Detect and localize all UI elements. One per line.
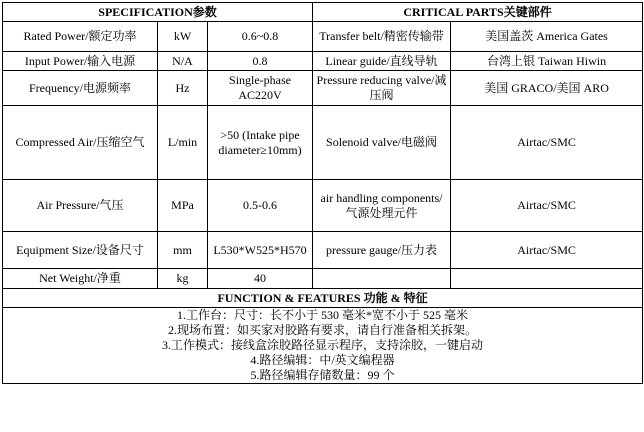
unit-cell: kg xyxy=(158,269,208,289)
feature-line: 3.工作模式：接线盒涂胶路径显示程序，支持涂胶，一键启动 xyxy=(162,338,484,352)
features-cell xyxy=(3,308,643,384)
value-cell: >50 (Intake pipe diameter≥10mm) xyxy=(208,106,313,180)
part-cell: Solenoid valve/电磁阀 xyxy=(313,106,451,180)
part-cell: Pressure reducing valve/减压阀 xyxy=(313,71,451,106)
feature-line: 2.现场布置：如买家对胶路有要求，请自行准备相关拆架。 xyxy=(168,323,478,337)
feature-line: 5.路径编辑存储数量：99 个 xyxy=(250,368,395,382)
function-header-row xyxy=(3,289,643,308)
part-cell: Linear guide/直线导轨 xyxy=(313,52,451,71)
unit-cell: L/min xyxy=(158,106,208,180)
brand-cell: 美国 GRACO/美国 ARO xyxy=(451,71,643,106)
table-row xyxy=(3,106,643,180)
table-row xyxy=(3,22,643,52)
part-cell: pressure gauge/压力表 xyxy=(313,232,451,269)
unit-cell: N/A xyxy=(158,52,208,71)
param-cell: Net Weight/净重 xyxy=(3,269,158,289)
value-cell: 0.6~0.8 xyxy=(208,22,313,52)
param-cell: Input Power/输入电源 xyxy=(3,52,158,71)
brand-cell: Airtac/SMC xyxy=(451,180,643,232)
value-cell: 0.5-0.6 xyxy=(208,180,313,232)
specification-header: SPECIFICATION参数 xyxy=(3,3,313,22)
param-cell: Air Pressure/气压 xyxy=(3,180,158,232)
part-cell: Transfer belt/精密传输带 xyxy=(313,22,451,52)
brand-cell: Airtac/SMC xyxy=(451,106,643,180)
part-cell: air handling components/气源处理元件 xyxy=(313,180,451,232)
specification-table xyxy=(2,2,643,384)
table-row xyxy=(3,71,643,106)
value-cell: Single-phase AC220V xyxy=(208,71,313,106)
brand-cell: 台湾上银 Taiwan Hiwin xyxy=(451,52,643,71)
param-cell: Rated Power/额定功率 xyxy=(3,22,158,52)
feature-line: 4.路径编辑：中/英文编程器 xyxy=(250,353,395,367)
unit-cell: mm xyxy=(158,232,208,269)
param-cell: Equipment Size/设备尺寸 xyxy=(3,232,158,269)
value-cell: 0.8 xyxy=(208,52,313,71)
function-features-header: FUNCTION & FEATURES 功能 & 特征 xyxy=(3,289,643,308)
table-row xyxy=(3,52,643,71)
brand-cell xyxy=(451,269,643,289)
param-cell: Compressed Air/压缩空气 xyxy=(3,106,158,180)
unit-cell: Hz xyxy=(158,71,208,106)
features-row xyxy=(3,308,643,384)
param-cell: Frequency/电源频率 xyxy=(3,71,158,106)
unit-cell: MPa xyxy=(158,180,208,232)
table-row xyxy=(3,269,643,289)
brand-cell: Airtac/SMC xyxy=(451,232,643,269)
header-row xyxy=(3,3,643,22)
unit-cell: kW xyxy=(158,22,208,52)
value-cell: L530*W525*H570 xyxy=(208,232,313,269)
brand-cell: 美国盖茨 America Gates xyxy=(451,22,643,52)
critical-parts-header: CRITICAL PARTS关键部件 xyxy=(313,3,643,22)
value-cell: 40 xyxy=(208,269,313,289)
feature-line: 1.工作台：尺寸：长不小于 530 毫米*宽不小于 525 毫米 xyxy=(177,308,469,322)
table-row xyxy=(3,180,643,232)
table-row xyxy=(3,232,643,269)
part-cell xyxy=(313,269,451,289)
